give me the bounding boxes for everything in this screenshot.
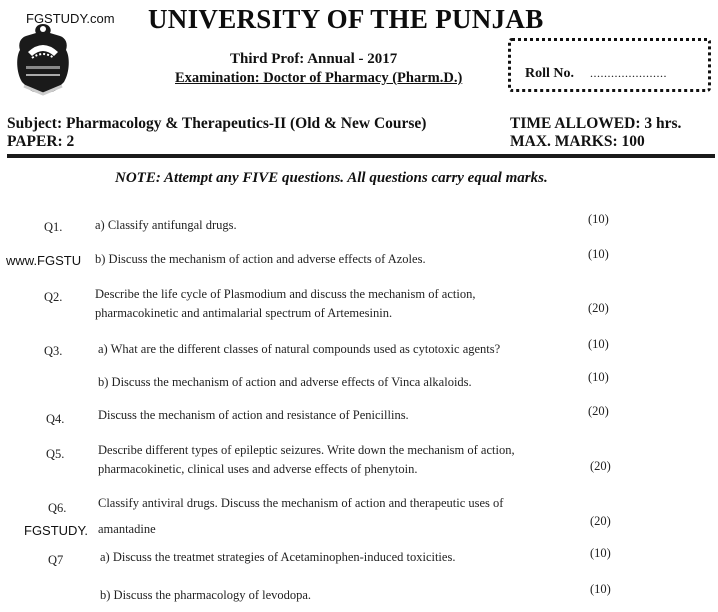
- university-crest-icon: [12, 22, 74, 98]
- question-number: Q5.: [46, 447, 65, 461]
- question-marks: (10): [588, 337, 609, 351]
- question-marks: (10): [588, 370, 609, 384]
- question-text: a) What are the different classes of natural compounds used as cytotoxic agents?: [98, 342, 501, 356]
- question-text: b) Discuss the mechanism of action and adverse effects of Vinca alkaloids.: [98, 375, 472, 389]
- question-marks: (20): [590, 514, 611, 528]
- subject-line: Subject: Pharmacology & Therapeutics-II (Old & New Course): [7, 115, 427, 132]
- header-divider: [7, 154, 715, 158]
- question-text: Describe the life cycle of Plasmodium and discuss the mechanism of action,: [95, 287, 476, 301]
- question-text: Describe different types of epileptic seizures. Write down the mechanism of action,: [98, 443, 515, 457]
- watermark-top: FGSTUDY.com: [26, 11, 115, 26]
- question-number: Q1.: [44, 220, 63, 234]
- question-text: pharmacokinetic and antimalarial spectrum of Artemesinin.: [95, 306, 393, 320]
- question-marks: (20): [588, 301, 609, 315]
- question-marks: (10): [590, 546, 611, 560]
- roll-number-label: Roll No.: [525, 66, 574, 81]
- examination-title: Examination: Doctor of Pharmacy (Pharm.D.): [175, 70, 463, 86]
- watermark-bottom: FGSTUDY.: [24, 523, 89, 538]
- university-title: UNIVERSITY OF THE PUNJAB: [148, 4, 544, 34]
- watermark-middle: www.FGSTU: [6, 253, 82, 268]
- question-marks: (10): [590, 582, 611, 596]
- question-text: a) Classify antifungal drugs.: [95, 218, 237, 232]
- time-allowed: TIME ALLOWED: 3 hrs.: [510, 115, 682, 132]
- question-text: b) Discuss the pharmacology of levodopa.: [100, 588, 312, 602]
- question-number: Q4.: [46, 412, 65, 426]
- question-number: Q3.: [44, 344, 63, 358]
- question-text: amantadine: [98, 522, 156, 536]
- question-number: Q7: [48, 553, 64, 567]
- question-text: Discuss the mechanism of action and resistance of Penicillins.: [98, 408, 409, 422]
- question-number: Q2.: [44, 290, 63, 304]
- roll-number-box: [508, 38, 711, 92]
- exam-session: Third Prof: Annual - 2017: [230, 51, 398, 67]
- question-marks: (10): [588, 212, 609, 226]
- instructions-note: NOTE: Attempt any FIVE questions. All questions carry equal marks.: [115, 170, 548, 186]
- question-marks: (20): [590, 459, 611, 473]
- question-text: b) Discuss the mechanism of action and adverse effects of Azoles.: [95, 252, 426, 266]
- max-marks: MAX. MARKS: 100: [510, 133, 645, 150]
- question-text: pharmacokinetic, clinical uses and adverse effects of phenytoin.: [98, 462, 418, 476]
- question-text: a) Discuss the treatmet strategies of Acetaminophen-induced toxicities.: [100, 550, 456, 564]
- question-marks: (10): [588, 247, 609, 261]
- question-text: Classify antiviral drugs. Discuss the mechanism of action and therapeutic uses of: [98, 496, 504, 510]
- question-number: Q6.: [48, 501, 67, 515]
- paper-line: PAPER: 2: [7, 133, 75, 150]
- question-marks: (20): [588, 404, 609, 418]
- roll-number-field: ......................: [590, 66, 667, 80]
